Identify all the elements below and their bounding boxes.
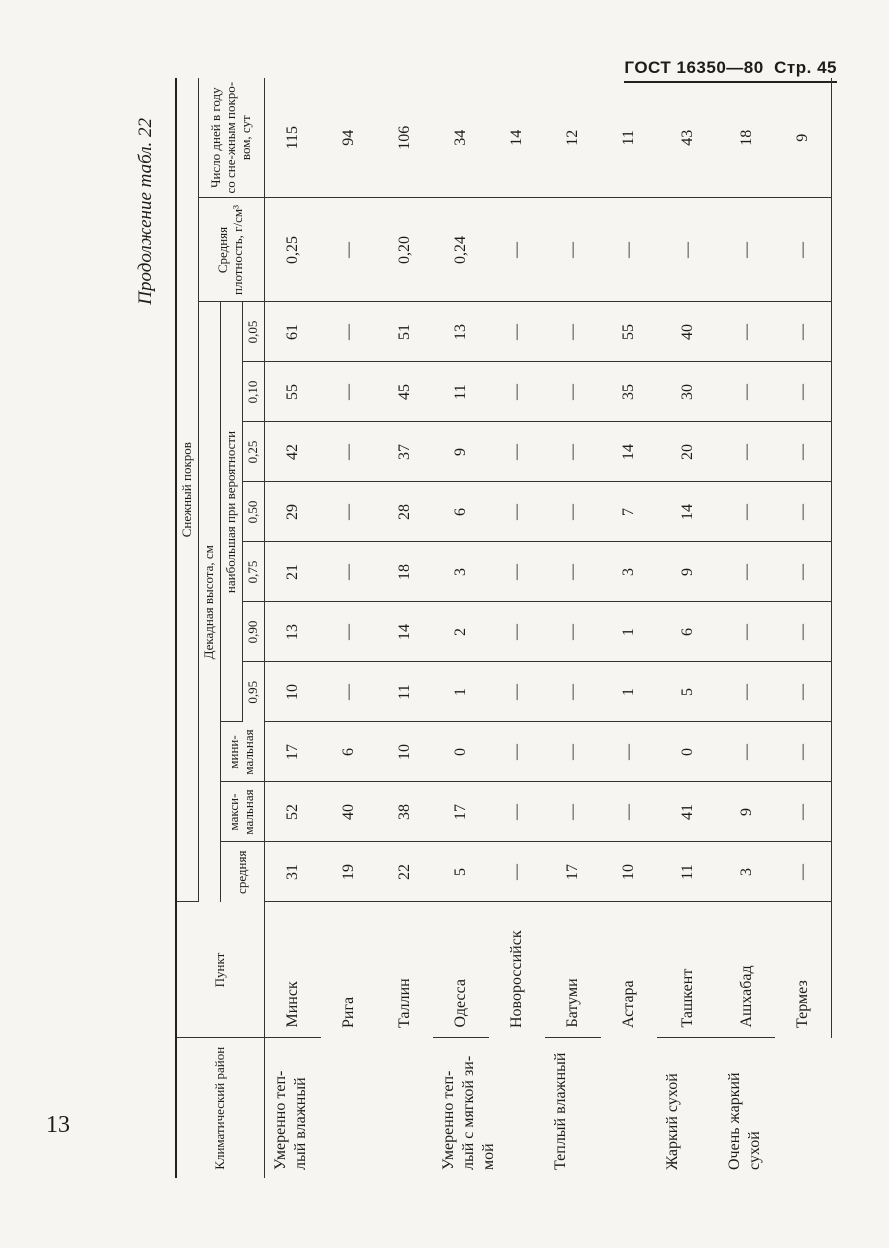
value-cell-p075: 3: [601, 542, 657, 602]
value-cell-p095: —: [545, 662, 601, 722]
region-cell: Жаркий сухой: [663, 1073, 681, 1170]
value-cell-p090: —: [321, 602, 377, 662]
value-cell-days: 9: [775, 78, 832, 198]
point-cell: Астара: [619, 980, 637, 1028]
value-cell-p010: —: [719, 362, 775, 422]
value-cell-p025: —: [489, 422, 545, 482]
value-cell-max: 17: [433, 782, 489, 842]
value-cell-min: —: [489, 722, 545, 782]
value-cell-max: —: [489, 782, 545, 842]
col-p025: 0,25: [242, 422, 264, 482]
value-cell-p075: 9: [657, 542, 719, 602]
value-cell-days: 106: [377, 78, 433, 198]
value-cell-max: —: [545, 782, 601, 842]
value-cell-p005: —: [321, 302, 377, 362]
value-cell-p025: —: [719, 422, 775, 482]
value-cell-p095: 5: [657, 662, 719, 722]
col-max: макси-мальная: [220, 782, 264, 842]
point-cell: Таллин: [395, 978, 413, 1028]
value-cell-p050: —: [545, 482, 601, 542]
value-cell-density: —: [321, 198, 377, 302]
table-row: [545, 78, 601, 1178]
value-cell-p090: 6: [657, 602, 719, 662]
value-cell-avg: 22: [377, 842, 433, 902]
value-cell-days: 43: [657, 78, 719, 198]
point-cell: Минск: [264, 902, 321, 1038]
table-row: [601, 78, 657, 1178]
value-cell-p025: —: [775, 422, 832, 482]
doc-number: ГОСТ 16350—80: [624, 58, 764, 77]
point-cell: Батуми: [545, 902, 601, 1038]
region-cell: Умеренно теп-лый влажный: [271, 1070, 309, 1170]
value-cell-p090: —: [775, 602, 832, 662]
value-cell-density: 0,20: [377, 198, 433, 302]
point-cell: Ашхабад: [719, 902, 775, 1038]
value-cell-p010: 11: [433, 362, 489, 422]
value-cell-p050: 29: [264, 482, 321, 542]
value-cell-max: 40: [321, 782, 377, 842]
table-row: [489, 78, 545, 1178]
value-cell-max: 52: [264, 782, 321, 842]
value-cell-min: 6: [321, 722, 377, 782]
value-cell-days: 12: [545, 78, 601, 198]
value-cell-p095: —: [775, 662, 832, 722]
col-p075: 0,75: [242, 542, 264, 602]
col-point: Пункт: [176, 902, 264, 1038]
value-cell-density: —: [775, 198, 832, 302]
value-cell-p025: —: [321, 422, 377, 482]
region-cell: Теплый влажный: [551, 1052, 569, 1170]
value-cell-max: —: [775, 782, 832, 842]
value-cell-p050: 14: [657, 482, 719, 542]
value-cell-p095: 10: [264, 662, 321, 722]
value-cell-min: —: [775, 722, 832, 782]
value-cell-min: —: [601, 722, 657, 782]
value-cell-p090: 2: [433, 602, 489, 662]
value-cell-density: —: [545, 198, 601, 302]
value-cell-min: —: [719, 722, 775, 782]
value-cell-p025: 20: [657, 422, 719, 482]
value-cell-avg: 10: [601, 842, 657, 902]
value-cell-days: 14: [489, 78, 545, 198]
value-cell-p050: —: [775, 482, 832, 542]
value-cell-max: 9: [719, 782, 775, 842]
value-cell-p090: 13: [264, 602, 321, 662]
point-cell: Новороссийск: [507, 930, 525, 1028]
value-cell-density: 0,24: [433, 198, 489, 302]
value-cell-days: 18: [719, 78, 775, 198]
value-cell-p050: 7: [601, 482, 657, 542]
value-cell-p005: 13: [433, 302, 489, 362]
page-label: Стр. 45: [774, 58, 837, 77]
value-cell-p090: 14: [377, 602, 433, 662]
value-cell-days: 11: [601, 78, 657, 198]
col-p050: 0,50: [242, 482, 264, 542]
value-cell-p010: 35: [601, 362, 657, 422]
value-cell-max: —: [601, 782, 657, 842]
point-cell: Термез: [775, 902, 832, 1038]
value-cell-p090: —: [719, 602, 775, 662]
table-row: [264, 78, 321, 1178]
value-cell-p005: 61: [264, 302, 321, 362]
value-cell-p095: —: [489, 662, 545, 722]
value-cell-p010: 45: [377, 362, 433, 422]
value-cell-p050: 28: [377, 482, 433, 542]
table-row: [433, 78, 489, 1178]
value-cell-density: —: [601, 198, 657, 302]
region-cell: Умеренно теп-лый с мягкой зи-мой: [439, 1055, 497, 1170]
col-max-prob: наибольшая при вероятности: [220, 302, 242, 722]
value-cell-density: —: [719, 198, 775, 302]
col-p095: 0,95: [242, 662, 264, 722]
region-cell: Очень жаркий сухой: [725, 1072, 763, 1170]
value-cell-p095: —: [321, 662, 377, 722]
page-number: 13: [46, 1112, 70, 1138]
snow-cover-table: [175, 78, 832, 1178]
value-cell-p050: —: [489, 482, 545, 542]
value-cell-p050: —: [719, 482, 775, 542]
value-cell-avg: 17: [545, 842, 601, 902]
value-cell-density: —: [489, 198, 545, 302]
value-cell-p005: 51: [377, 302, 433, 362]
value-cell-p075: —: [489, 542, 545, 602]
value-cell-density: 0,25: [264, 198, 321, 302]
value-cell-p075: —: [775, 542, 832, 602]
value-cell-p075: —: [719, 542, 775, 602]
value-cell-p095: 11: [377, 662, 433, 722]
value-cell-min: —: [545, 722, 601, 782]
value-cell-p025: 9: [433, 422, 489, 482]
col-density: Средняя плотность, г/см³: [198, 198, 264, 302]
value-cell-density: —: [657, 198, 719, 302]
col-region: Климатический район: [176, 1038, 264, 1178]
value-cell-p090: —: [545, 602, 601, 662]
point-cell: Одесса: [433, 902, 489, 1038]
table-caption: Продолжение табл. 22: [135, 118, 156, 305]
value-cell-p010: —: [545, 362, 601, 422]
value-cell-min: 0: [657, 722, 719, 782]
value-cell-days: 94: [321, 78, 377, 198]
value-cell-p025: 14: [601, 422, 657, 482]
value-cell-p005: —: [775, 302, 832, 362]
table-body: [264, 78, 831, 1178]
table-row: [657, 78, 719, 1178]
value-cell-p010: 30: [657, 362, 719, 422]
value-cell-p075: —: [545, 542, 601, 602]
value-cell-p075: 3: [433, 542, 489, 602]
col-p090: 0,90: [242, 602, 264, 662]
value-cell-p005: —: [545, 302, 601, 362]
value-cell-p090: —: [489, 602, 545, 662]
col-snow-cover: Снежный покров: [176, 78, 198, 902]
col-p005: 0,05: [242, 302, 264, 362]
value-cell-days: 115: [264, 78, 321, 198]
col-p010: 0,10: [242, 362, 264, 422]
table-row: [719, 78, 775, 1178]
value-cell-avg: 3: [719, 842, 775, 902]
col-min: мини-мальная: [220, 722, 264, 782]
value-cell-p005: —: [489, 302, 545, 362]
value-cell-avg: 19: [321, 842, 377, 902]
col-days: Число дней в году со сне-жным покро-вом, сут: [198, 78, 264, 198]
value-cell-p025: —: [545, 422, 601, 482]
col-avg: средняя: [220, 842, 264, 902]
value-cell-min: 0: [433, 722, 489, 782]
value-cell-p095: 1: [433, 662, 489, 722]
value-cell-p010: —: [321, 362, 377, 422]
value-cell-p075: 18: [377, 542, 433, 602]
value-cell-max: 41: [657, 782, 719, 842]
col-decade-height: Декадная высота, см: [198, 302, 220, 902]
value-cell-avg: 31: [264, 842, 321, 902]
value-cell-p050: 6: [433, 482, 489, 542]
value-cell-p010: —: [775, 362, 832, 422]
value-cell-p005: —: [719, 302, 775, 362]
value-cell-p025: 42: [264, 422, 321, 482]
value-cell-p005: 40: [657, 302, 719, 362]
value-cell-p025: 37: [377, 422, 433, 482]
value-cell-min: 10: [377, 722, 433, 782]
value-cell-p075: —: [321, 542, 377, 602]
value-cell-p095: —: [719, 662, 775, 722]
value-cell-p005: 55: [601, 302, 657, 362]
value-cell-max: 38: [377, 782, 433, 842]
value-cell-p050: —: [321, 482, 377, 542]
point-cell: Рига: [339, 996, 357, 1028]
value-cell-p010: —: [489, 362, 545, 422]
value-cell-min: 17: [264, 722, 321, 782]
table-row: [775, 78, 832, 1178]
value-cell-p075: 21: [264, 542, 321, 602]
value-cell-p010: 55: [264, 362, 321, 422]
value-cell-p090: 1: [601, 602, 657, 662]
table-row: [321, 78, 377, 1178]
rotated-table-block: [135, 81, 885, 1178]
value-cell-avg: 5: [433, 842, 489, 902]
value-cell-avg: —: [775, 842, 832, 902]
value-cell-avg: 11: [657, 842, 719, 902]
value-cell-avg: —: [489, 842, 545, 902]
point-cell: Ташкент: [657, 902, 719, 1038]
value-cell-days: 34: [433, 78, 489, 198]
table-row: [377, 78, 433, 1178]
value-cell-p095: 1: [601, 662, 657, 722]
